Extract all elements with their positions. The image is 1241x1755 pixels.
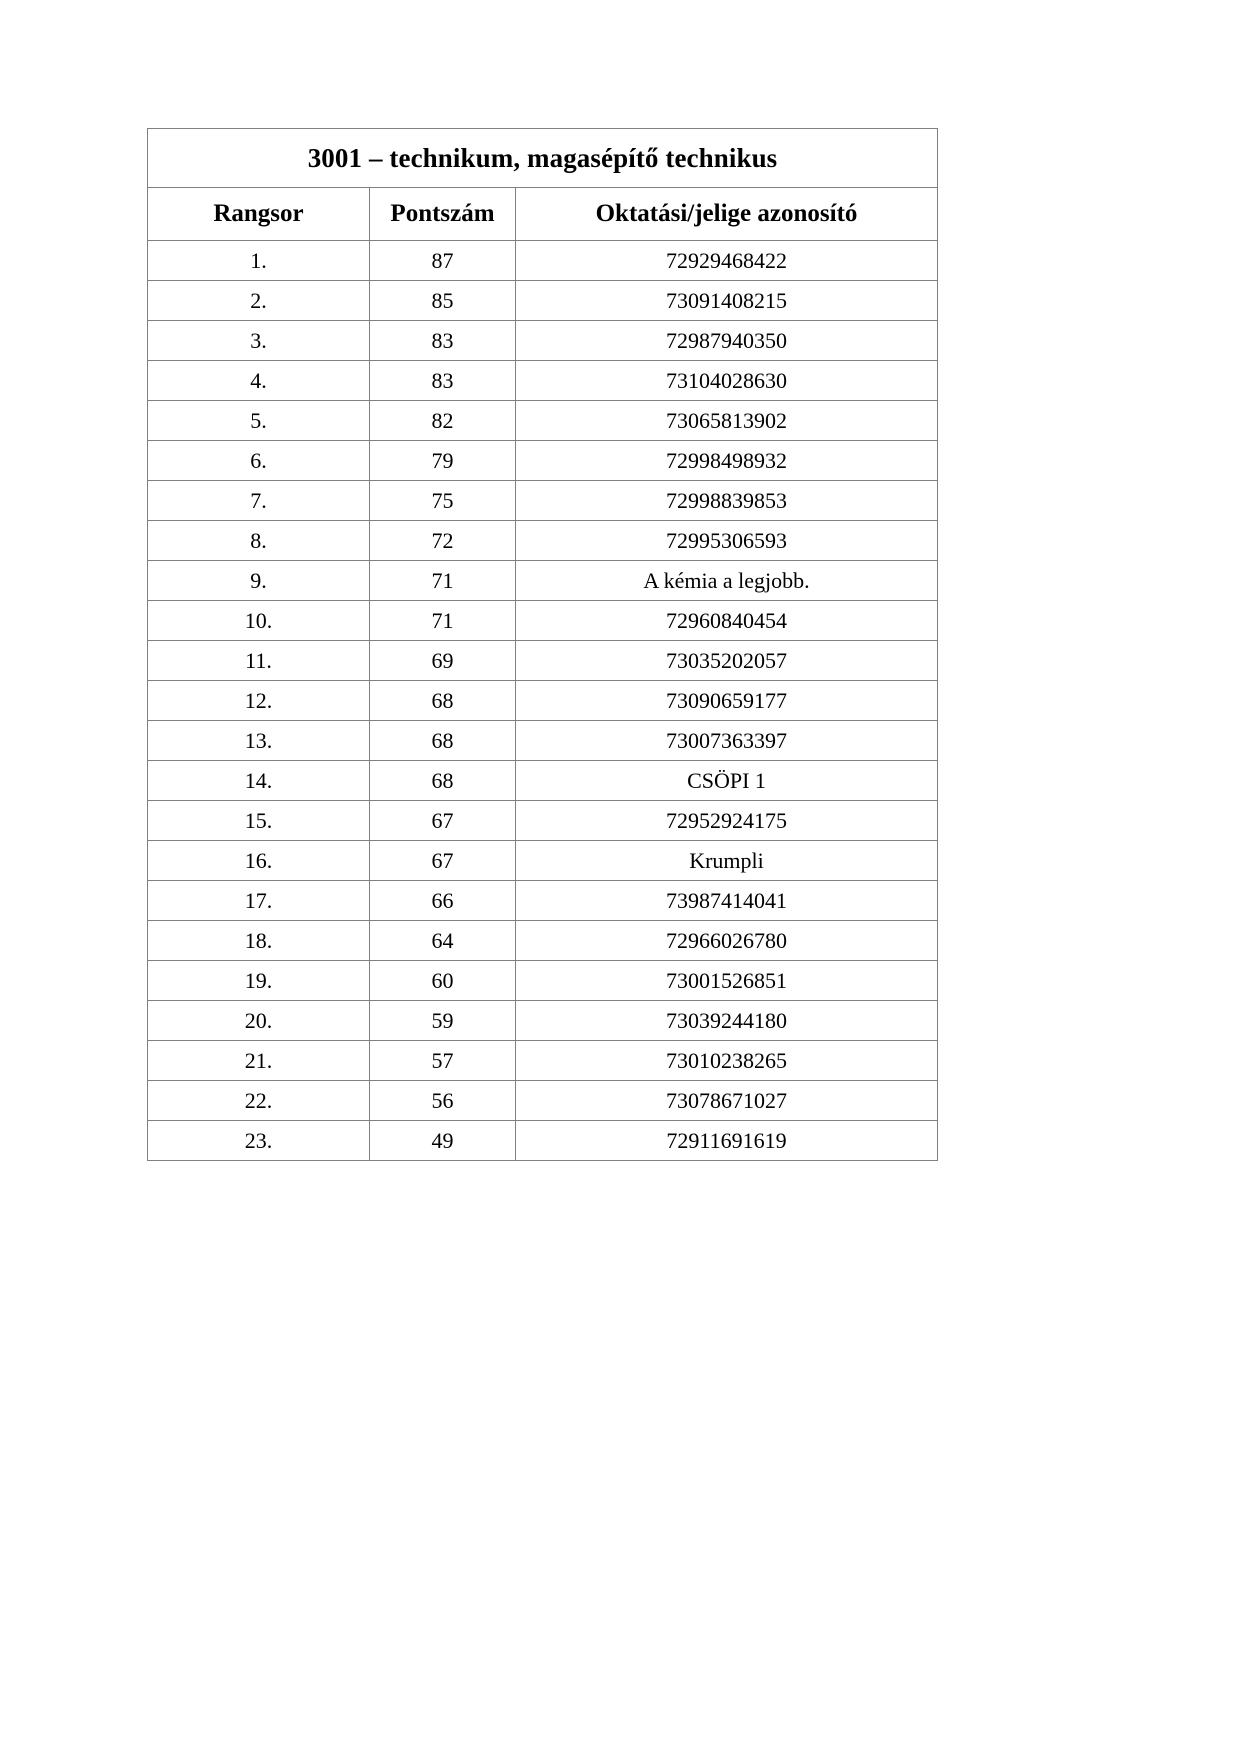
table-row xyxy=(148,801,938,841)
cell-rank: 2. xyxy=(148,281,370,321)
table-row xyxy=(148,761,938,801)
cell-score: 60 xyxy=(370,961,516,1001)
table-row xyxy=(148,561,938,601)
ranking-table-container xyxy=(147,128,937,1161)
cell-score: 64 xyxy=(370,921,516,961)
cell-rank: 1. xyxy=(148,241,370,281)
cell-score: 59 xyxy=(370,1001,516,1041)
cell-score: 75 xyxy=(370,481,516,521)
cell-rank: 13. xyxy=(148,721,370,761)
cell-identifier: A kémia a legjobb. xyxy=(516,561,938,601)
table-title-row xyxy=(148,129,938,188)
cell-rank: 14. xyxy=(148,761,370,801)
cell-identifier: 73035202057 xyxy=(516,641,938,681)
cell-rank: 19. xyxy=(148,961,370,1001)
table-row xyxy=(148,1121,938,1161)
table-row xyxy=(148,1081,938,1121)
cell-identifier: 73078671027 xyxy=(516,1081,938,1121)
cell-identifier: 72987940350 xyxy=(516,321,938,361)
cell-rank: 8. xyxy=(148,521,370,561)
cell-identifier: 72995306593 xyxy=(516,521,938,561)
cell-identifier: 73065813902 xyxy=(516,401,938,441)
table-row xyxy=(148,321,938,361)
cell-score: 67 xyxy=(370,841,516,881)
cell-score: 49 xyxy=(370,1121,516,1161)
cell-rank: 23. xyxy=(148,1121,370,1161)
cell-score: 71 xyxy=(370,561,516,601)
cell-identifier: 72966026780 xyxy=(516,921,938,961)
cell-score: 72 xyxy=(370,521,516,561)
cell-identifier: 73010238265 xyxy=(516,1041,938,1081)
cell-rank: 9. xyxy=(148,561,370,601)
cell-identifier: 72998839853 xyxy=(516,481,938,521)
cell-score: 87 xyxy=(370,241,516,281)
cell-score: 71 xyxy=(370,601,516,641)
cell-score: 57 xyxy=(370,1041,516,1081)
table-row xyxy=(148,1001,938,1041)
ranking-table xyxy=(147,128,938,1161)
table-row xyxy=(148,841,938,881)
cell-score: 68 xyxy=(370,681,516,721)
cell-rank: 6. xyxy=(148,441,370,481)
table-header-row xyxy=(148,188,938,241)
table-row xyxy=(148,481,938,521)
table-row xyxy=(148,441,938,481)
ranking-table-body xyxy=(148,129,938,1161)
table-row xyxy=(148,1041,938,1081)
cell-rank: 17. xyxy=(148,881,370,921)
table-row xyxy=(148,961,938,1001)
cell-rank: 5. xyxy=(148,401,370,441)
cell-score: 83 xyxy=(370,321,516,361)
table-row xyxy=(148,241,938,281)
table-row xyxy=(148,681,938,721)
cell-rank: 20. xyxy=(148,1001,370,1041)
cell-score: 66 xyxy=(370,881,516,921)
cell-rank: 15. xyxy=(148,801,370,841)
table-row xyxy=(148,881,938,921)
cell-rank: 3. xyxy=(148,321,370,361)
cell-rank: 4. xyxy=(148,361,370,401)
cell-identifier: 73007363397 xyxy=(516,721,938,761)
cell-rank: 16. xyxy=(148,841,370,881)
table-row xyxy=(148,361,938,401)
cell-identifier: 72960840454 xyxy=(516,601,938,641)
cell-identifier: Krumpli xyxy=(516,841,938,881)
cell-score: 85 xyxy=(370,281,516,321)
cell-identifier: 72998498932 xyxy=(516,441,938,481)
cell-score: 56 xyxy=(370,1081,516,1121)
cell-identifier: 73039244180 xyxy=(516,1001,938,1041)
cell-identifier: 73001526851 xyxy=(516,961,938,1001)
table-row xyxy=(148,401,938,441)
table-row xyxy=(148,921,938,961)
cell-score: 79 xyxy=(370,441,516,481)
table-title: 3001 – technikum, magasépítő technikus xyxy=(148,129,938,188)
cell-rank: 22. xyxy=(148,1081,370,1121)
cell-rank: 21. xyxy=(148,1041,370,1081)
cell-score: 83 xyxy=(370,361,516,401)
cell-identifier: 73987414041 xyxy=(516,881,938,921)
cell-identifier: 72929468422 xyxy=(516,241,938,281)
column-header-rank: Rangsor xyxy=(148,188,370,241)
cell-rank: 12. xyxy=(148,681,370,721)
cell-score: 69 xyxy=(370,641,516,681)
cell-identifier: 73104028630 xyxy=(516,361,938,401)
table-row xyxy=(148,281,938,321)
cell-identifier: 73090659177 xyxy=(516,681,938,721)
cell-identifier: 73091408215 xyxy=(516,281,938,321)
cell-score: 68 xyxy=(370,721,516,761)
cell-identifier: CSÖPI 1 xyxy=(516,761,938,801)
column-header-identifier: Oktatási/jelige azonosító xyxy=(516,188,938,241)
cell-score: 82 xyxy=(370,401,516,441)
cell-rank: 7. xyxy=(148,481,370,521)
table-row xyxy=(148,601,938,641)
cell-rank: 10. xyxy=(148,601,370,641)
cell-identifier: 72911691619 xyxy=(516,1121,938,1161)
cell-rank: 11. xyxy=(148,641,370,681)
cell-rank: 18. xyxy=(148,921,370,961)
table-row xyxy=(148,641,938,681)
column-header-score: Pontszám xyxy=(370,188,516,241)
cell-identifier: 72952924175 xyxy=(516,801,938,841)
cell-score: 68 xyxy=(370,761,516,801)
cell-score: 67 xyxy=(370,801,516,841)
table-row xyxy=(148,521,938,561)
table-row xyxy=(148,721,938,761)
